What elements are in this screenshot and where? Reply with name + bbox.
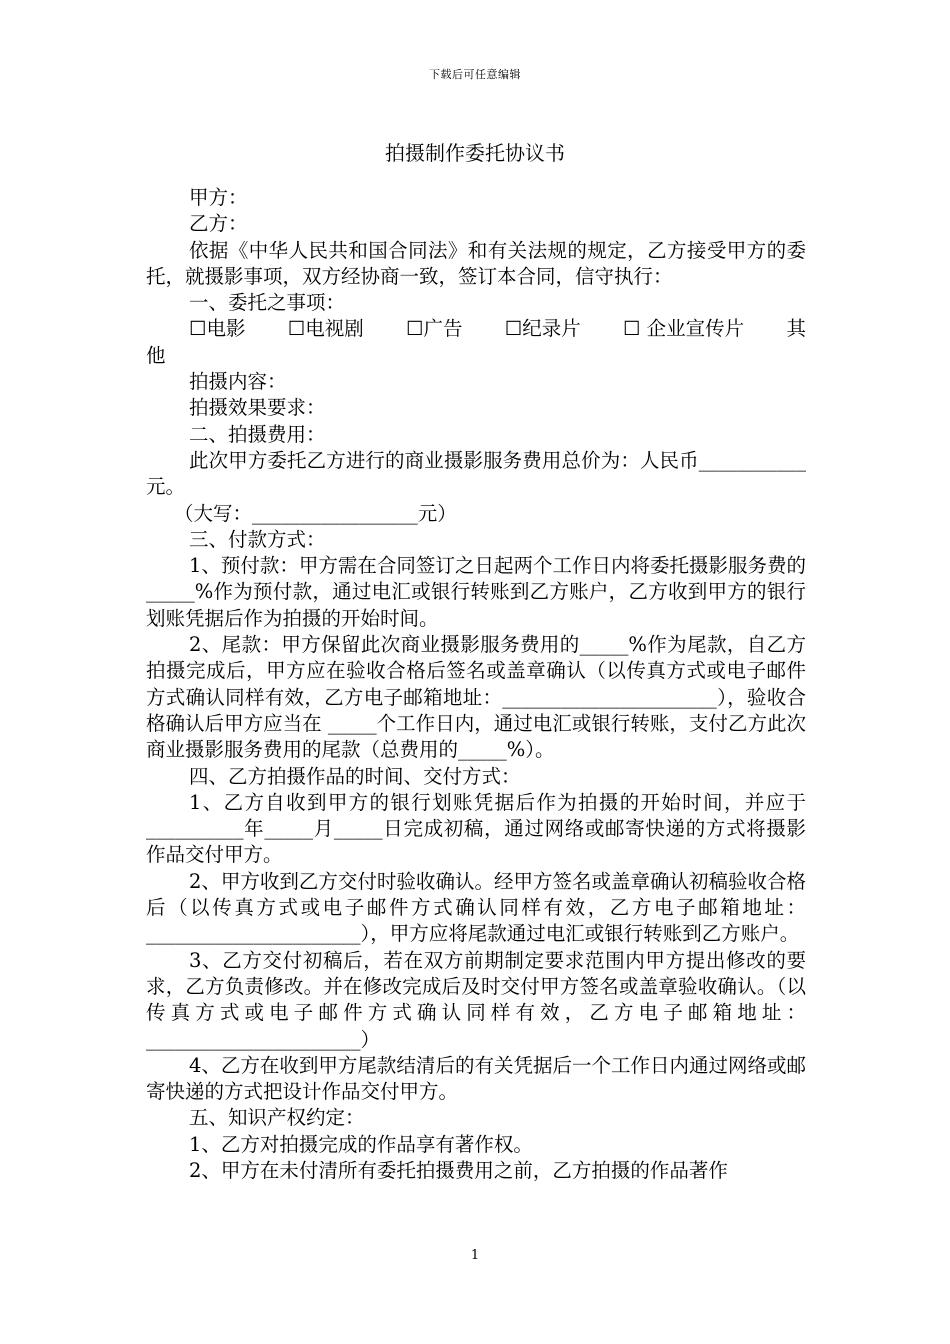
advance-payment-paragraph: 1、预付款：甲方需在合同签订之日起两个工作日内将委托摄影服务费的_____%作为预付款，通过电汇或银行转账到乙方账户，乙方收到甲方的银行划账凭据后作为拍摄的开始时间。 [146, 554, 806, 630]
shooting-effect-line: 拍摄效果要求： [189, 396, 326, 420]
page-number: 1 [470, 1248, 480, 1263]
document-body [146, 185, 806, 1184]
option-corporate-video[interactable]: ☐ 企业宣传片 [623, 317, 745, 341]
section-5-heading: 五、知识产权约定： [189, 1106, 365, 1130]
fee-in-words-line: （大写：_________________元） [174, 501, 457, 525]
delivery-clause-3: 3、乙方交付初稿后，若在双方前期制定要求范围内甲方提出修改的要求，乙方负责修改。并在修改完成后及时交付甲方签名或盖章验收确认。（以传真方式或电子邮件方式确认同样有效，乙方电子邮箱地址：______________________） [146, 948, 806, 1051]
commission-type-options [146, 316, 806, 342]
section-4-heading: 四、乙方拍摄作品的时间、交付方式： [189, 764, 521, 788]
option-film[interactable]: ☐电影 [189, 317, 246, 341]
section-2-heading: 二、拍摄费用： [189, 422, 326, 446]
ip-clause-2: 2、甲方在未付清所有委托拍摄费用之前，乙方拍摄的作品著作 [189, 1158, 728, 1182]
final-payment-paragraph: 2、尾款：甲方保留此次商业摄影服务费用的_____%作为尾款，自乙方拍摄完成后，甲方应在验收合格后签名或盖章确认（以传真方式或电子邮件方式确认同样有效，乙方电子邮箱地址：______________________），验收合格确认后甲方应当在 _____个工作日内，通过电汇或银行转账，支付乙方此次商业摄影服务费用的尾款（总费用的_____%）。 [146, 633, 806, 762]
fee-paragraph: 此次甲方委托乙方进行的商业摄影服务费用总价为：人民币___________元。 [146, 448, 806, 499]
option-tv-series[interactable]: ☐电视剧 [287, 317, 364, 341]
ip-clause-1: 1、乙方对拍摄完成的作品享有著作权。 [189, 1132, 533, 1156]
intro-paragraph: 依据《中华人民共和国合同法》和有关法规的规定，乙方接受甲方的委托，就摄影事项，双方经协商一致，签订本合同，信守执行： [146, 238, 806, 288]
option-documentary[interactable]: ☐纪录片 [504, 317, 581, 341]
section-1-heading: 一、委托之事项： [189, 291, 346, 315]
party-a-line: 甲方： [189, 186, 248, 209]
delivery-clause-1: 1、乙方自收到甲方的银行划账凭据后作为拍摄的开始时间，并应于 __________年_____月_____日完成初稿，通过网络或邮寄快递的方式将摄影作品交付甲方。 [146, 790, 806, 867]
section-3-heading: 三、付款方式： [189, 527, 326, 551]
party-b-line: 乙方： [189, 212, 248, 236]
option-other[interactable]: 其 [786, 317, 806, 341]
option-advertisement[interactable]: ☐广告 [406, 317, 463, 341]
header-note: 下载后可任意编辑 [429, 68, 521, 81]
option-other-tail: 他 [146, 343, 166, 367]
delivery-clause-2: 2、甲方收到乙方交付时验收确认。经甲方签名或盖章确认初稿验收合格后（以传真方式或电子邮件方式确认同样有效，乙方电子邮箱地址：______________________），甲方应将尾款通过电汇或银行转账到乙方账户。 [146, 869, 806, 946]
document-title: 拍摄制作委托协议书 [385, 141, 565, 165]
shooting-content-line: 拍摄内容： [189, 370, 287, 394]
delivery-clause-4: 4、乙方在收到甲方尾款结清后的有关凭据后一个工作日内通过网络或邮寄快递的方式把设计作品交付甲方。 [146, 1053, 806, 1104]
